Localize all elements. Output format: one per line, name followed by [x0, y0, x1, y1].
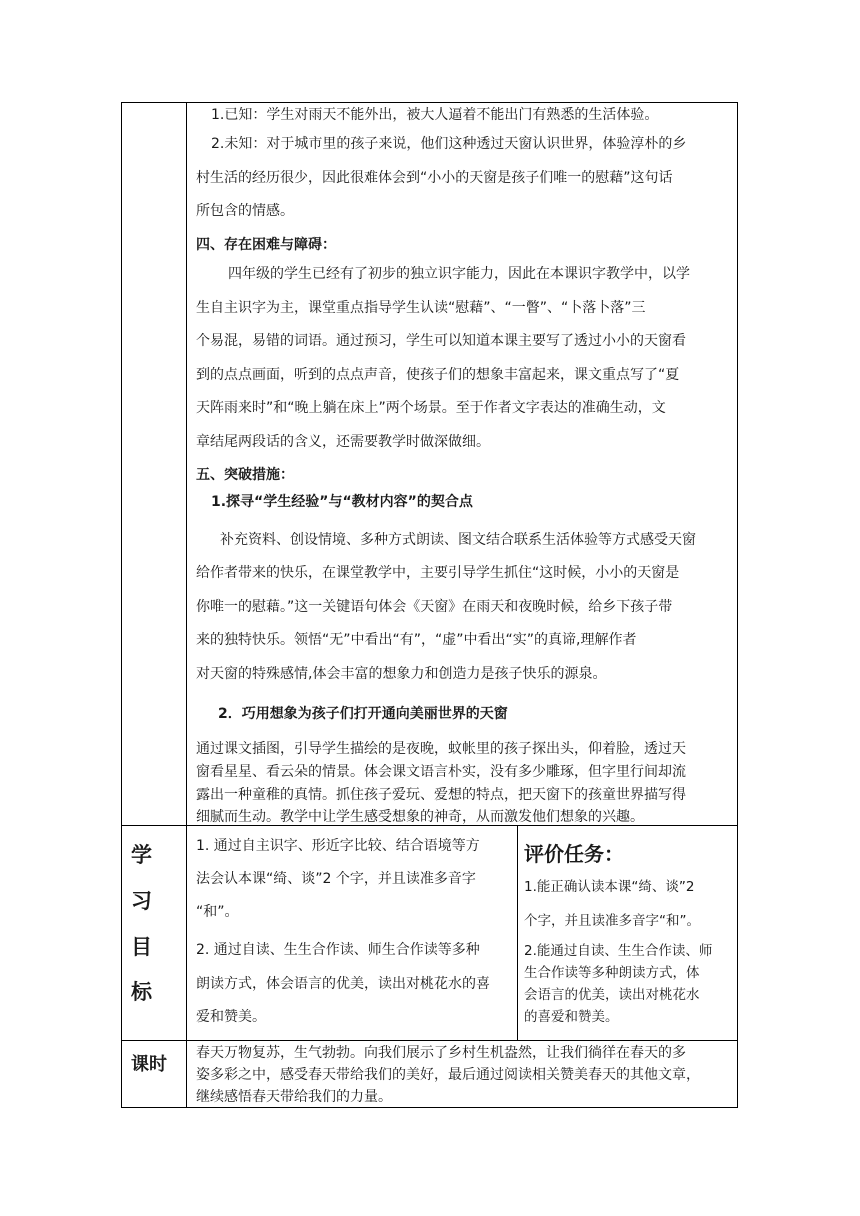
measure-1-line-1: 补充资料、创设情境、多种方式朗读、图文结合联系生活体验等方式感受天窗 [220, 532, 696, 548]
evaluation-2-line-2: 生合作读等多种朗读方式，体 [524, 965, 700, 981]
measure-2-line-3: 露出一种童稚的真情。抓住孩子爱玩、爱想的特点，把天窗下的孩童世界描写得 [196, 787, 686, 803]
known-text: 1.已知：学生对雨天不能外出，被大人逼着不能出门有熟悉的生活体验。 [211, 107, 659, 123]
goal-1-line-2: 法会认本课“绮、谈”2 个字，并且读准多音字 [196, 871, 476, 887]
measure-1-line-2: 给作者带来的快乐，在课堂教学中，主要引导学生抓住“这时候，小小的天窗是 [196, 565, 680, 581]
period-line-2: 姿多彩之中，感受春天带给我们的美好，最后通过阅读相关赞美春天的其他文章， [196, 1067, 700, 1083]
difficulties-heading: 四、存在困难与障碍： [196, 237, 336, 253]
border-left [121, 102, 122, 1108]
goal-2-line-3: 爱和赞美。 [196, 1009, 266, 1025]
inner-column-divider [517, 825, 518, 1041]
goal-1-line-3: “和”。 [196, 904, 239, 920]
column-divider [186, 102, 187, 1108]
evaluation-2-line-4: 的喜爱和赞美。 [524, 1009, 619, 1025]
difficulties-line-6: 章结尾两段话的含义，还需要教学时做深做细。 [196, 434, 490, 450]
evaluation-1-line-2: 个字，并且读准多音字“和”。 [524, 913, 700, 929]
evaluation-title: 评价任务： [524, 842, 624, 866]
measure-2-line-1: 通过课文插图，引导学生描绘的是夜晚，蚊帐里的孩子探出头，仰着脸，透过天 [196, 741, 686, 757]
measure-1-title: 1.探寻“学生经验”与“教材内容”的契合点 [211, 494, 473, 510]
goal-2-line-2: 朗读方式，体会语言的优美，读出对桃花水的喜 [196, 976, 490, 992]
difficulties-line-1: 四年级的学生已经有了初步的独立识字能力，因此在本课识字教学中，以学 [228, 266, 690, 282]
objectives-label-char-2: 习 [131, 889, 152, 913]
difficulties-line-5: 天阵雨来时”和“晚上躺在床上”两个场景。至于作者文字表达的准确生动，文 [196, 400, 666, 416]
measure-1-line-4: 来的独特快乐。领悟“无”中看出“有”，“虚”中看出“实”的真谛,理解作者 [196, 632, 637, 648]
goal-1-line-1: 1. 通过自主识字、形近字比较、结合语境等方 [196, 838, 480, 854]
period-line-3: 继续感悟春天带给我们的力量。 [196, 1089, 392, 1105]
evaluation-1-line-1: 1.能正确认读本课“绮、谈”2 [524, 879, 695, 895]
objectives-label-char-4: 标 [131, 980, 152, 1004]
unknown-line-1: 2.未知：对于城市里的孩子来说，他们这种透过天窗认识世界，体验淳朴的乡 [211, 136, 687, 152]
difficulties-line-2: 生自主识字为主，课堂重点指导学生认读“慰藉”、“一瞥”、“卜落卜落”三 [196, 300, 646, 316]
row-divider-2 [121, 1040, 738, 1041]
measure-2-title: 2．巧用想象为孩子们打开通向美丽世界的天窗 [218, 706, 508, 722]
unknown-line-2: 村生活的经历很少，因此很难体会到“小小的天窗是孩子们唯一的慰藉”这句话 [196, 170, 673, 186]
objectives-label-char-1: 学 [131, 843, 152, 867]
period-label: 课时 [131, 1054, 167, 1075]
goal-2-line-1: 2. 通过自读、生生合作读、师生合作读等多种 [196, 942, 480, 958]
measure-2-line-4: 细腻而生动。教学中让学生感受想象的神奇，从而激发他们想象的兴趣。 [196, 809, 644, 825]
border-right [737, 102, 738, 1108]
objectives-label-char-3: 目 [131, 935, 152, 959]
period-line-1: 春天万物复苏，生气勃勃。向我们展示了乡村生机盎然，让我们徜徉在春天的多 [196, 1045, 686, 1061]
evaluation-2-line-3: 会语言的优美，读出对桃花水 [524, 987, 700, 1003]
measure-1-line-5: 对天窗的特殊感情,体会丰富的想象力和创造力是孩子快乐的源泉。 [196, 666, 607, 682]
measure-1-line-3: 你唯一的慰藉。”这一关键语句体会《天窗》在雨天和夜晚时候，给乡下孩子带 [196, 599, 673, 615]
evaluation-2-line-1: 2.能通过自读、生生合作读、师 [524, 943, 713, 959]
difficulties-line-4: 到的点点画面，听到的点点声音，使孩子们的想象丰富起来，课文重点写了“夏 [196, 367, 680, 383]
measure-2-line-2: 窗看星星、看云朵的情景。体会课文语言朴实，没有多少雕琢，但字里行间却流 [196, 764, 686, 780]
difficulties-line-3: 个易混，易错的词语。通过预习，学生可以知道本课主要写了透过小小的天窗看 [196, 333, 686, 349]
measures-heading: 五、突破措施： [196, 467, 294, 483]
unknown-line-3: 所包含的情感。 [196, 203, 294, 219]
